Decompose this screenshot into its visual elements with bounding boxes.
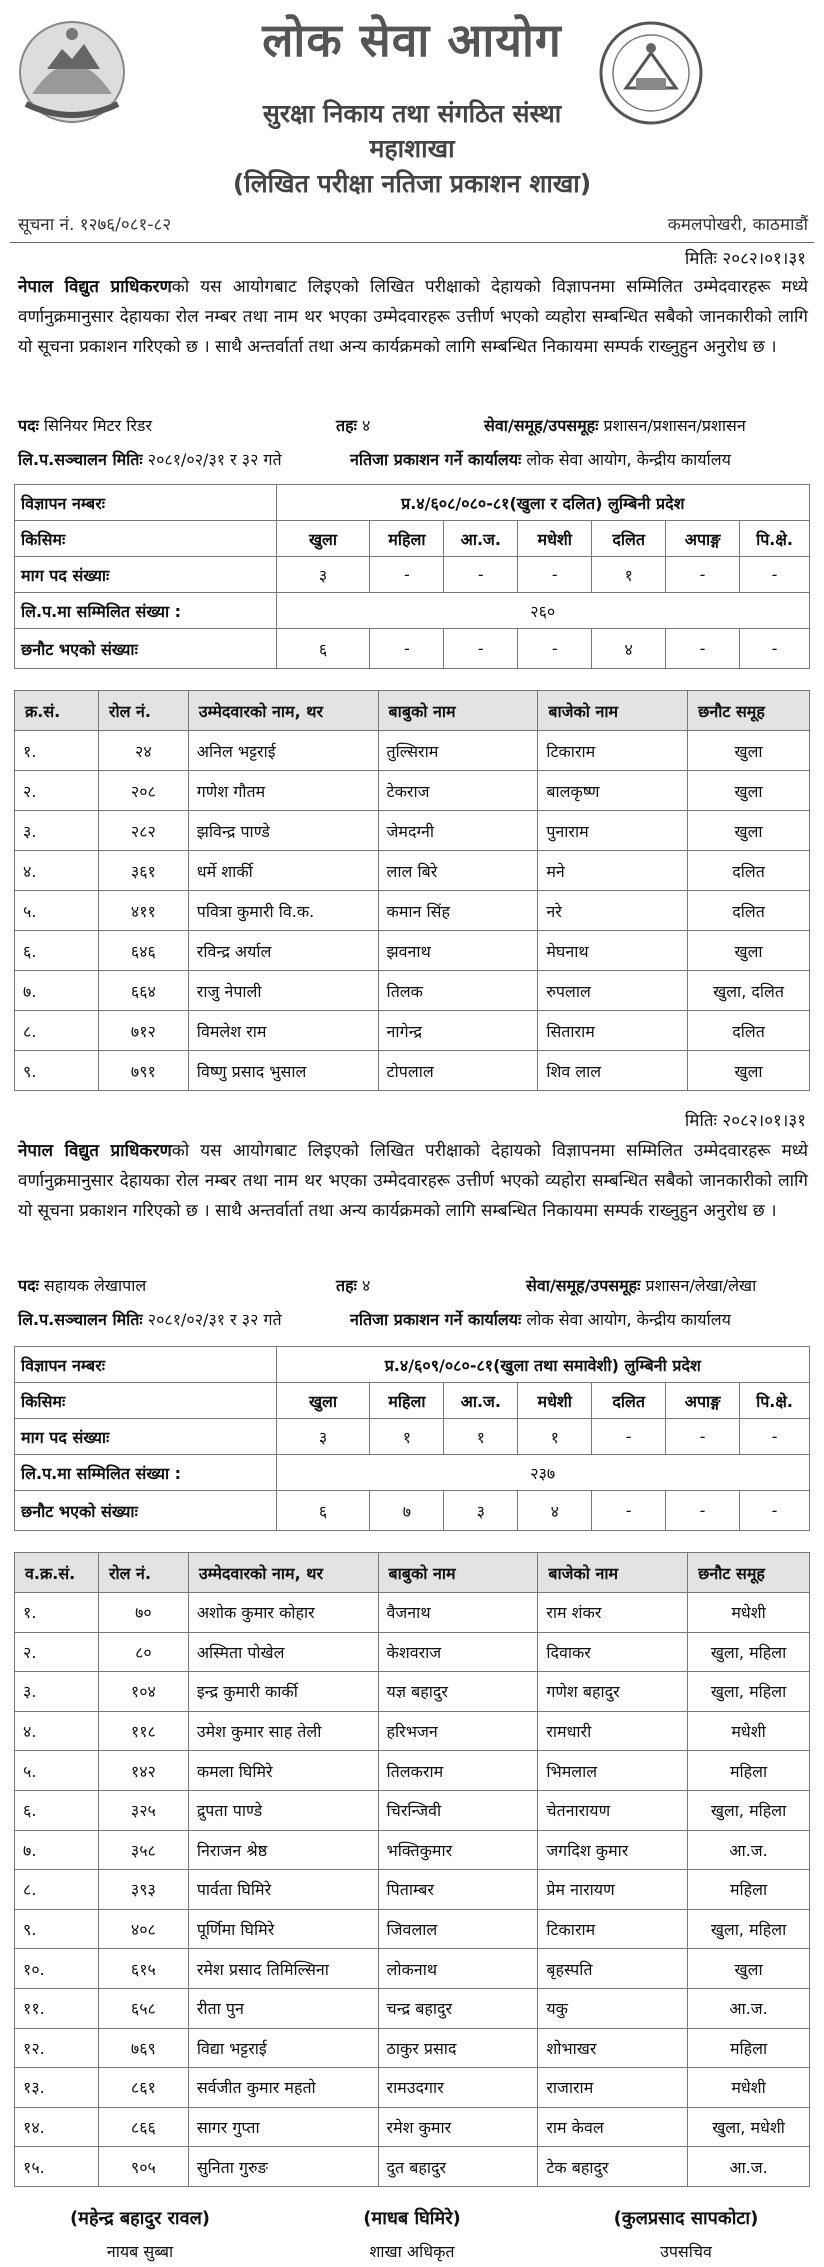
table-row (15, 811, 810, 851)
demand-cell: - (592, 1419, 666, 1455)
table-row (15, 891, 810, 931)
section-1-results-table (14, 690, 810, 1091)
table-cell: झविन्द्र पाण्डे (188, 811, 378, 851)
table-row (15, 771, 810, 811)
table-row (15, 1909, 810, 1949)
table-cell: निराजन श्रेष्ठ (188, 1830, 378, 1870)
table-cell: बालकृष्ण (538, 771, 688, 811)
table-cell: विद्या भट्टराई (188, 2028, 378, 2068)
table-cell: १. (15, 731, 99, 771)
table-cell: ठाकुर प्रसाद (378, 2028, 538, 2068)
table-cell: खुला (688, 931, 810, 971)
table-cell: ४०८ (98, 1909, 188, 1949)
table-cell: खुला (688, 731, 810, 771)
demand-cell: ३ (276, 557, 370, 593)
col-header: व.क्र.सं. (15, 1553, 99, 1593)
table-cell: विष्णु प्रसाद भुसाल (188, 1051, 378, 1091)
table-row (15, 1751, 810, 1791)
table-cell: ७. (15, 1830, 99, 1870)
table-cell: यकु (538, 1988, 688, 2028)
signature-block (292, 2206, 532, 2262)
table-cell: ११८ (98, 1711, 188, 1751)
table-cell: नरे (538, 891, 688, 931)
table-cell: ८६६ (98, 2107, 188, 2147)
table-cell: चन्द्र बहादुर (378, 1988, 538, 2028)
table-cell: २०८ (98, 771, 188, 811)
table-cell: गणेश बहादुर (538, 1672, 688, 1712)
org-title: लोक सेवा आयोग (262, 13, 562, 67)
level-value: ४ (361, 416, 371, 435)
table-cell: टिकाराम (538, 1909, 688, 1949)
table-cell: २. (15, 1632, 99, 1672)
demand-cell: - (740, 1419, 810, 1455)
table-cell: महिला (688, 1870, 810, 1910)
type-label: किसिमः (15, 1383, 277, 1419)
selected-label: छनौट भएको संख्याः (15, 629, 277, 669)
col-header: रोल नं. (98, 1553, 188, 1593)
table-cell: जेमदग्नी (378, 811, 538, 851)
table-cell: इन्द्र कुमारी कार्की (188, 1672, 378, 1712)
section-2-paragraph (18, 1136, 808, 1226)
exam-date-value: २०८१/०२/३१ र ३२ गते (147, 450, 282, 469)
col-header: बाबुको नाम (378, 1553, 538, 1593)
demand-cell: - (370, 557, 444, 593)
section-2-date: मितिः २०८२।०१।३१ (684, 1111, 806, 1131)
table-cell: ६. (15, 931, 99, 971)
table-cell: १. (15, 1593, 99, 1633)
table-row (15, 1593, 810, 1633)
post-label: पदः (18, 416, 39, 435)
table-cell: ६५८ (98, 1988, 188, 2028)
table-cell: दलित (688, 1011, 810, 1051)
table-cell: बृहस्पति (538, 1949, 688, 1989)
table-cell: आ.ज. (688, 2147, 810, 2187)
selected-cell: - (592, 1491, 666, 1531)
type-cell: मधेशी (518, 1383, 592, 1419)
service-label: सेवा/समूह/उपसमूहः (484, 416, 599, 435)
table-cell: खुला, महिला (688, 1909, 810, 1949)
table-cell: भिमलाल (538, 1751, 688, 1791)
demand-cell: - (666, 557, 740, 593)
type-cell: खुला (276, 521, 370, 557)
table-cell: खुला, मधेशी (688, 2107, 810, 2147)
table-row (15, 1870, 810, 1910)
table-cell: तिलक (378, 971, 538, 1011)
table-cell: ३. (15, 1672, 99, 1712)
exam-date-value: २०८१/०२/३१ र ३२ गते (147, 1310, 282, 1329)
type-cell: दलित (592, 521, 666, 557)
table-row (15, 2107, 810, 2147)
notice-number: सूचना नं. १२७६/०८१-८२ (18, 215, 172, 235)
selected-cell: - (444, 629, 518, 669)
demand-cell: - (666, 1419, 740, 1455)
paragraph-text: को यस आयोगबाट लिइएको लिखित परीक्षाको देहायको विज्ञापनमा सम्मिलित उम्मेदवारहरू मध्ये वर्णानुक्रमानुसार देहायका रोल नम्बर तथा नाम थर भएका उम्मेदवारहरू उत्तीर्ण भएको व्यहोरा सम्बन्धित सबैको जानकारीको लागि यो सूचना प्रकाशन गरिएको छ । साथै अन्तर्वार्ता तथा अन्य कार्यक्रमको लागि सम्बन्धित निकायमा सम्पर्क राख्नुहुन अनुरोध छ । (18, 1141, 808, 1221)
section-1-date: मितिः २०८२।०१।३१ (684, 249, 806, 269)
table-cell: ७. (15, 971, 99, 1011)
post-value: सहायक लेखापाल (43, 1276, 147, 1295)
table-cell: ७९१ (98, 1051, 188, 1091)
table-row (15, 1672, 810, 1712)
table-cell: यज्ञ बहादुर (378, 1672, 538, 1712)
signatory-post: शाखा अधिकृत (369, 2242, 455, 2261)
office-value: लोक सेवा आयोग, केन्द्रीय कार्यालय (526, 1310, 731, 1329)
table-cell: ८६१ (98, 2068, 188, 2108)
table-cell: चिरन्जिवी (378, 1790, 538, 1830)
service-value: प्रशासन/प्रशासन/प्रशासन (603, 416, 746, 435)
table-cell: जगदिश कुमार (538, 1830, 688, 1870)
signatures (0, 2206, 824, 2266)
type-cell: आ.ज. (444, 1383, 518, 1419)
table-cell: टेकराज (378, 771, 538, 811)
table-cell: खुला (688, 1949, 810, 1989)
table-cell: महिला (688, 2028, 810, 2068)
signatory-name: (कुलप्रसाद सापकोटा) (613, 2208, 759, 2229)
adv-number: प्र.४/६०९/०८०-८१(खुला तथा समावेशी) लुम्बिनी प्रदेश (276, 1347, 809, 1383)
signature-block (20, 2206, 260, 2262)
participants-value: २३७ (276, 1455, 809, 1491)
table-row (15, 2068, 810, 2108)
table-cell: ६१५ (98, 1949, 188, 1989)
table-cell: वैजनाथ (378, 1593, 538, 1633)
section-2-meta-row-2 (18, 1306, 808, 1334)
type-cell: पि.क्षे. (740, 521, 810, 557)
participants-value: २६० (276, 593, 809, 629)
table-cell: आ.ज. (688, 1988, 810, 2028)
selected-cell: ६ (276, 629, 370, 669)
table-row (15, 1632, 810, 1672)
col-header: बाजेको नाम (538, 691, 688, 731)
table-cell: ३६१ (98, 851, 188, 891)
col-header: उम्मेदवारको नाम, थर (188, 1553, 378, 1593)
table-cell: कमला घिमिरे (188, 1751, 378, 1791)
table-cell: दिवाकर (538, 1632, 688, 1672)
type-cell: मधेशी (518, 521, 592, 557)
exam-date-label: लि.प.सञ्चालन मितिः (18, 1310, 143, 1329)
table-cell: रामउदगार (378, 2068, 538, 2108)
table-cell: ४. (15, 851, 99, 891)
col-header: बाबुको नाम (378, 691, 538, 731)
selected-cell: - (518, 629, 592, 669)
table-cell: रमेश कुमार (378, 2107, 538, 2147)
table-cell: १५. (15, 2147, 99, 2187)
table-cell: हरिभजन (378, 1711, 538, 1751)
page-header (0, 0, 824, 205)
notice-row (18, 210, 808, 240)
table-cell: ८. (15, 1870, 99, 1910)
table-cell: सर्वजीत कुमार महतो (188, 2068, 378, 2108)
table-row (15, 931, 810, 971)
table-cell: रमेश प्रसाद तिमिल्सिना (188, 1949, 378, 1989)
table-cell: सागर गुप्ता (188, 2107, 378, 2147)
table-cell: तुल्सिराम (378, 731, 538, 771)
service-value: प्रशासन/लेखा/लेखा (645, 1276, 757, 1295)
office-value: लोक सेवा आयोग, केन्द्रीय कार्यालय (526, 450, 731, 469)
table-cell: पिताम्बर (378, 1870, 538, 1910)
office-label: नतिजा प्रकाशन गर्ने कार्यालयः (350, 1310, 522, 1329)
table-cell: धर्मे शार्की (188, 851, 378, 891)
table-cell: मधेशी (688, 2068, 810, 2108)
table-cell: अशोक कुमार कोहार (188, 1593, 378, 1633)
org-name: नेपाल विद्युत प्राधिकरण (18, 1141, 172, 1161)
table-row (15, 851, 810, 891)
table-cell: ५. (15, 891, 99, 931)
table-cell: टिकाराम (538, 731, 688, 771)
demand-cell: १ (444, 1419, 518, 1455)
col-header: रोल नं. (98, 691, 188, 731)
col-header: उम्मेदवारको नाम, थर (188, 691, 378, 731)
table-cell: अस्मिता पोखेल (188, 1632, 378, 1672)
col-header: बाजेको नाम (538, 1553, 688, 1593)
table-cell: ३२५ (98, 1790, 188, 1830)
type-cell: आ.ज. (444, 521, 518, 557)
demand-cell: १ (592, 557, 666, 593)
table-cell: सिताराम (538, 1011, 688, 1051)
table-cell: मने (538, 851, 688, 891)
table-cell: ९. (15, 1909, 99, 1949)
table-row (15, 1988, 810, 2028)
table-cell: १४२ (98, 1751, 188, 1791)
table-cell: ६६४ (98, 971, 188, 1011)
service-label: सेवा/समूह/उपसमूहः (526, 1276, 641, 1295)
table-cell: ६. (15, 1790, 99, 1830)
table-cell: राजाराम (538, 2068, 688, 2108)
table-cell: अनिल भट्टराई (188, 731, 378, 771)
type-cell: अपाङ्ग (666, 521, 740, 557)
table-cell: खुला (688, 771, 810, 811)
demand-cell: १ (370, 1419, 444, 1455)
table-cell: सुनिता गुरुङ (188, 2147, 378, 2187)
post-value: सिनियर मिटर रिडर (43, 416, 153, 435)
table-cell: गणेश गौतम (188, 771, 378, 811)
table-cell: ६४६ (98, 931, 188, 971)
table-cell: खुला, महिला (688, 1790, 810, 1830)
org-subtitle: सुरक्षा निकाय तथा संगठित संस्था (262, 99, 562, 128)
table-cell: मधेशी (688, 1593, 810, 1633)
selected-cell: ४ (592, 629, 666, 669)
selected-cell: ७ (370, 1491, 444, 1531)
org-name: नेपाल विद्युत प्राधिकरण (18, 277, 172, 297)
table-cell: टेक बहादुर (538, 2147, 688, 2187)
table-row (15, 1051, 810, 1091)
table-cell: राम शंकर (538, 1593, 688, 1633)
section-2-info-table (14, 1346, 810, 1531)
table-cell: ४११ (98, 891, 188, 931)
org-division: महाशाखा (369, 134, 455, 163)
section-2-meta-row-1 (18, 1272, 808, 1300)
col-header: क्र.सं. (15, 691, 99, 731)
table-cell: ३९३ (98, 1870, 188, 1910)
org-section: (लिखित परीक्षा नतिजा प्रकाशन शाखा) (232, 169, 592, 198)
signatory-post: नायब सुब्बा (106, 2242, 174, 2261)
table-cell: जिवलाल (378, 1909, 538, 1949)
table-cell: आ.ज. (688, 1830, 810, 1870)
table-cell: ८. (15, 1011, 99, 1051)
type-cell: महिला (370, 1383, 444, 1419)
table-cell: दुत बहादुर (378, 2147, 538, 2187)
table-row (15, 971, 810, 1011)
signatory-post: उपसचिव (660, 2242, 712, 2261)
type-cell: महिला (370, 521, 444, 557)
table-cell: ८० (98, 1632, 188, 1672)
table-cell: ९. (15, 1051, 99, 1091)
selected-cell: - (666, 1491, 740, 1531)
table-row (15, 1011, 810, 1051)
table-cell: भक्तिकुमार (378, 1830, 538, 1870)
paragraph-text: को यस आयोगबाट लिइएको लिखित परीक्षाको देहायको विज्ञापनमा सम्मिलित उम्मेदवारहरू मध्ये वर्णानुक्रमानुसार देहायका रोल नम्बर तथा नाम थर भएका उम्मेदवारहरू उत्तीर्ण भएको व्यहोरा सम्बन्धित सबैको जानकारीको लागि यो सूचना प्रकाशन गरिएको छ । साथै अन्तर्वार्ता तथा अन्य कार्यक्रमको लागि सम्बन्धित निकायमा सम्पर्क राख्नुहुन अनुरोध छ । (18, 277, 808, 357)
table-cell: २८२ (98, 811, 188, 851)
participants-label: लि.प.मा सम्मिलित संख्या : (15, 593, 277, 629)
demand-label: माग पद संख्याः (15, 1419, 277, 1455)
table-cell: १४. (15, 2107, 99, 2147)
table-cell: प्रेम नारायण (538, 1870, 688, 1910)
table-cell: राम केवल (538, 2107, 688, 2147)
table-cell: खुला, महिला (688, 1672, 810, 1712)
table-cell: १०४ (98, 1672, 188, 1712)
type-label: किसिमः (15, 521, 277, 557)
section-1-meta-row-1 (18, 412, 808, 440)
table-cell: तिलकराम (378, 1751, 538, 1791)
table-cell: लोकनाथ (378, 1949, 538, 1989)
signatory-name: (माधब घिमिरे) (363, 2208, 461, 2229)
table-row (15, 1790, 810, 1830)
signature-block (566, 2206, 806, 2262)
participants-label: लि.प.मा सम्मिलित संख्या : (15, 1455, 277, 1491)
office-label: नतिजा प्रकाशन गर्ने कार्यालयः (350, 450, 522, 469)
table-cell: पवित्रा कुमारी वि.क. (188, 891, 378, 931)
table-cell: मधेशी (688, 1711, 810, 1751)
level-label: तहः (336, 416, 357, 435)
table-row (15, 2028, 810, 2068)
table-cell: ७० (98, 1593, 188, 1633)
table-cell: दलित (688, 851, 810, 891)
table-cell: खुला (688, 811, 810, 851)
col-header: छनौट समूह (688, 691, 810, 731)
table-row (15, 1949, 810, 1989)
table-cell: मेघनाथ (538, 931, 688, 971)
adv-label: विज्ञापन नम्बरः (15, 1347, 277, 1383)
table-row (15, 1711, 810, 1751)
table-cell: चेतनारायण (538, 1790, 688, 1830)
table-cell: पुनाराम (538, 811, 688, 851)
table-cell: १२. (15, 2028, 99, 2068)
col-header: छनौट समूह (688, 1553, 810, 1593)
table-cell: ७६९ (98, 2028, 188, 2068)
table-cell: १०. (15, 1949, 99, 1989)
signatory-name: (महेन्द्र बहादुर रावल) (69, 2208, 211, 2229)
type-cell: पि.क्षे. (740, 1383, 810, 1419)
table-row (15, 1830, 810, 1870)
selected-cell: - (370, 629, 444, 669)
table-cell: १३. (15, 2068, 99, 2108)
type-cell: अपाङ्ग (666, 1383, 740, 1419)
psc-logo-icon (596, 18, 706, 128)
table-cell: विमलेश राम (188, 1011, 378, 1051)
table-cell: दलित (688, 891, 810, 931)
adv-label: विज्ञापन नम्बरः (15, 485, 277, 521)
demand-cell: १ (518, 1419, 592, 1455)
divider (10, 242, 814, 243)
adv-number: प्र.४/६०८/०८०-८१(खुला र दलित) लुम्बिनी प्रदेश (276, 485, 809, 521)
demand-cell: - (740, 557, 810, 593)
table-cell: ३. (15, 811, 99, 851)
section-1-meta-row-2 (18, 446, 808, 474)
selected-label: छनौट भएको संख्याः (15, 1491, 277, 1531)
demand-cell: - (518, 557, 592, 593)
office-location: कमलपोखरी, काठमाडौं (667, 215, 808, 235)
table-cell: उमेश कुमार साह तेली (188, 1711, 378, 1751)
table-cell: नागेन्द्र (378, 1011, 538, 1051)
table-cell: रामधारी (538, 1711, 688, 1751)
selected-cell: ३ (444, 1491, 518, 1531)
section-1-paragraph (18, 272, 808, 362)
table-cell: केशवराज (378, 1632, 538, 1672)
level-label: तहः (336, 1276, 357, 1295)
demand-cell: - (444, 557, 518, 593)
table-cell: महिला (688, 1751, 810, 1791)
section-1-info-table (14, 484, 810, 669)
table-cell: द्रुपता पाण्डे (188, 1790, 378, 1830)
table-cell: ९०५ (98, 2147, 188, 2187)
table-cell: पार्वता घिमिरे (188, 1870, 378, 1910)
table-cell: झवनाथ (378, 931, 538, 971)
table-cell: ७१२ (98, 1011, 188, 1051)
exam-date-label: लि.प.सञ्चालन मितिः (18, 450, 143, 469)
table-cell: कमान सिंह (378, 891, 538, 931)
table-cell: खुला (688, 1051, 810, 1091)
selected-cell: - (740, 629, 810, 669)
selected-cell: - (666, 629, 740, 669)
table-row (15, 731, 810, 771)
table-cell: टोपलाल (378, 1051, 538, 1091)
table-cell: खुला, दलित (688, 971, 810, 1011)
selected-cell: ६ (276, 1491, 370, 1531)
type-cell: खुला (276, 1383, 370, 1419)
table-cell: शोभाखर (538, 2028, 688, 2068)
type-cell: दलित (592, 1383, 666, 1419)
demand-label: माग पद संख्याः (15, 557, 277, 593)
table-cell: शिव लाल (538, 1051, 688, 1091)
table-cell: खुला, महिला (688, 1632, 810, 1672)
table-cell: रीता पुन (188, 1988, 378, 2028)
table-cell: ३५८ (98, 1830, 188, 1870)
selected-cell: ४ (518, 1491, 592, 1531)
table-cell: रुपलाल (538, 971, 688, 1011)
selected-cell: - (740, 1491, 810, 1531)
table-cell: ११. (15, 1988, 99, 2028)
table-cell: २. (15, 771, 99, 811)
table-row (15, 2147, 810, 2187)
table-cell: पूर्णिमा घिमिरे (188, 1909, 378, 1949)
section-2-results-table (14, 1552, 810, 2187)
table-cell: राजु नेपाली (188, 971, 378, 1011)
table-cell: ४. (15, 1711, 99, 1751)
demand-cell: ३ (276, 1419, 370, 1455)
table-cell: २४ (98, 731, 188, 771)
table-cell: ५. (15, 1751, 99, 1791)
level-value: ४ (361, 1276, 371, 1295)
table-cell: लाल बिरे (378, 851, 538, 891)
table-cell: रविन्द्र अर्याल (188, 931, 378, 971)
post-label: पदः (18, 1276, 39, 1295)
